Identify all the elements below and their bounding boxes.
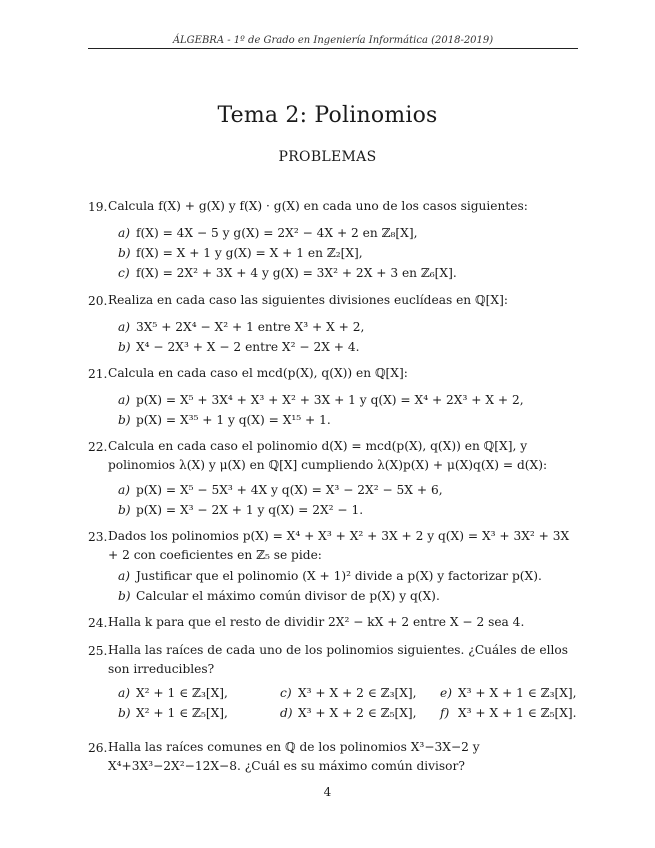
item-label: a): [118, 226, 131, 240]
item-label: a): [118, 686, 131, 700]
header-rule: [88, 48, 578, 49]
item-label: b): [118, 503, 131, 517]
problem-19-item-c: [118, 266, 457, 280]
item-label: b): [118, 706, 131, 720]
item-text: X³ + X + 1 ∈ ℤ₃[X],: [458, 686, 577, 700]
item-text: Justificar que el polinomio (X + 1)² divide a p(X) y factorizar p(X).: [136, 569, 542, 583]
item-text: X³ + X + 1 ∈ ℤ₅[X].: [458, 706, 577, 720]
item-text: p(X) = X³⁵ + 1 y q(X) = X¹⁵ + 1.: [136, 413, 331, 427]
item-label: b): [118, 413, 131, 427]
problem-22-statement: Calcula en cada caso el polinomio d(X) = mcd(p(X), q(X)) en ℚ[X], y polinomios λ(X) y μ(X) en ℚ[X] cumpliendo λ(X)p(X) + μ(X)q(X) = d(X):: [108, 439, 548, 472]
item-label: d): [280, 706, 293, 720]
problem-19-statement: Calcula f(X) + g(X) y f(X) · g(X) en cada uno de los casos siguientes:: [108, 199, 528, 213]
problem-20-number: 20.: [88, 294, 108, 308]
item-text: f(X) = 4X − 5 y g(X) = 2X² − 4X + 2 en ℤ₈[X],: [136, 226, 418, 240]
item-text: p(X) = X⁵ + 3X⁴ + X³ + X² + 3X + 1 y q(X) = X⁴ + 2X³ + X + 2,: [136, 393, 524, 407]
item-label: a): [118, 393, 131, 407]
problem-19-number: 19.: [88, 200, 108, 214]
item-text: X² + 1 ∈ ℤ₅[X],: [136, 706, 228, 720]
problem-25-item-e: [440, 686, 577, 700]
item-label: f): [440, 706, 450, 720]
problem-21-item-b: [118, 413, 331, 427]
problem-25-number: 25.: [88, 644, 108, 658]
problem-25-item-d: [280, 706, 417, 720]
item-text: X⁴ − 2X³ + X − 2 entre X² − 2X + 4.: [136, 340, 360, 354]
item-text: f(X) = 2X² + 3X + 4 y g(X) = 3X² + 2X + 3 en ℤ₆[X].: [136, 266, 457, 280]
problem-24-statement: Halla k para que el resto de dividir 2X² − kX + 2 entre X − 2 sea 4.: [108, 615, 525, 629]
item-label: a): [118, 569, 131, 583]
problem-23-item-a: [118, 569, 542, 583]
item-text: p(X) = X³ − 2X + 1 y q(X) = 2X² − 1.: [136, 503, 364, 517]
problem-20-item-a: [118, 320, 364, 334]
problem-21-number: 21.: [88, 367, 108, 381]
item-text: X³ + X + 2 ∈ ℤ₃[X],: [298, 686, 417, 700]
problem-25-item-f: [440, 706, 577, 720]
problem-23-statement: Dados los polinomios p(X) = X⁴ + X³ + X² + 3X + 2 y q(X) = X³ + 3X² + 3X + 2 con coeficientes en ℤ₅ se pide:: [108, 529, 570, 562]
item-label: b): [118, 340, 131, 354]
running-header: ÁLGEBRA - 1º de Grado en Ingeniería Informática (2018-2019): [172, 35, 494, 46]
item-label: b): [118, 246, 131, 260]
item-label: e): [440, 686, 452, 700]
item-text: X² + 1 ∈ ℤ₃[X],: [136, 686, 228, 700]
item-text: 3X⁵ + 2X⁴ − X² + 1 entre X³ + X + 2,: [136, 320, 365, 334]
problem-19-item-b: [118, 246, 363, 260]
page-title: Tema 2: Polinomios: [217, 103, 438, 128]
item-label: c): [118, 266, 130, 280]
page-number: 4: [323, 785, 332, 799]
section-subtitle: PROBLEMAS: [278, 149, 377, 165]
problem-22-number: 22.: [88, 440, 108, 454]
problem-25-statement: Halla las raíces de cada uno de los polinomios siguientes. ¿Cuáles de ellos son irreducibles?: [108, 643, 568, 676]
problem-25-item-a: [118, 686, 228, 700]
item-label: a): [118, 320, 131, 334]
problem-21-statement: Calcula en cada caso el mcd(p(X), q(X)) en ℚ[X]:: [108, 366, 408, 380]
problem-20-statement: Realiza en cada caso las siguientes divisiones euclídeas en ℚ[X]:: [108, 293, 508, 307]
item-text: Calcular el máximo común divisor de p(X) y q(X).: [136, 589, 440, 603]
item-label: a): [118, 483, 131, 497]
problem-24-number: 24.: [88, 616, 108, 630]
problem-25-item-c: [280, 686, 417, 700]
problem-20-item-b: [118, 340, 359, 354]
problem-21-item-a: [118, 393, 524, 407]
item-text: p(X) = X⁵ − 5X³ + 4X y q(X) = X³ − 2X² − 5X + 6,: [136, 483, 443, 497]
problem-22-item-b: [118, 503, 363, 517]
problem-22-item-a: [118, 483, 443, 497]
problem-26-number: 26.: [88, 741, 108, 755]
item-label: b): [118, 589, 131, 603]
problem-26-statement: Halla las raíces comunes en ℚ de los polinomios X³−3X−2 y X⁴+3X³−2X²−12X−8. ¿Cuál es su máximo común divisor?: [108, 740, 480, 773]
problem-19-item-a: [118, 226, 417, 240]
problem-23-number: 23.: [88, 530, 108, 544]
problem-23-item-b: [118, 589, 440, 603]
item-text: X³ + X + 2 ∈ ℤ₅[X],: [298, 706, 417, 720]
item-label: c): [280, 686, 292, 700]
problem-25-item-b: [118, 706, 228, 720]
item-text: f(X) = X + 1 y g(X) = X + 1 en ℤ₂[X],: [136, 246, 363, 260]
